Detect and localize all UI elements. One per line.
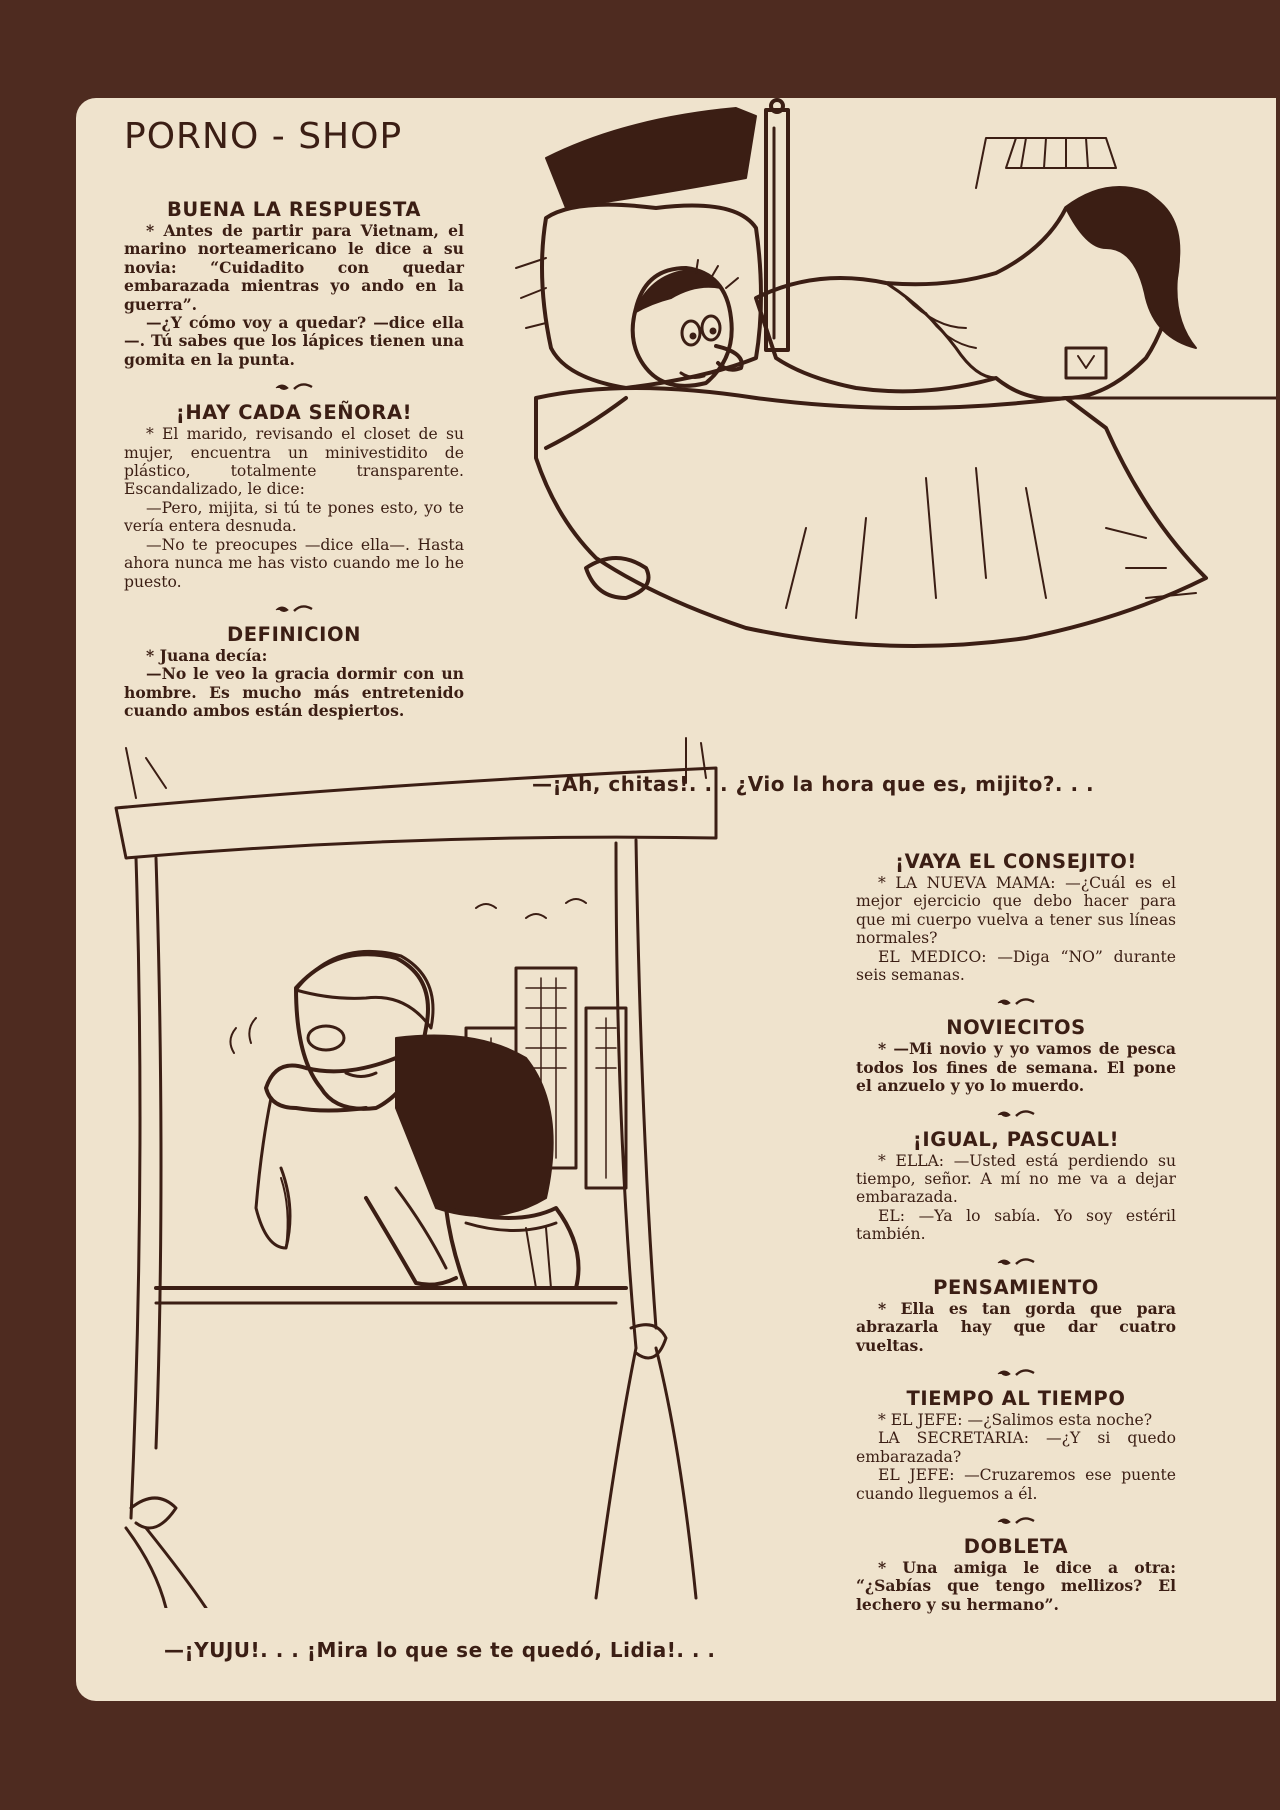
joke-text: * —Mi novio y yo vamos de pesca todos los fines de semana. El pone el anzuelo y yo lo muerdo. bbox=[856, 1039, 1176, 1096]
ornament-icon bbox=[994, 1513, 1038, 1527]
window-cartoon-illustration bbox=[96, 728, 736, 1608]
ornament-icon bbox=[994, 994, 1038, 1008]
joke-heading: DEFINICION bbox=[226, 622, 362, 646]
joke-text: * LA NUEVA MAMA: —¿Cuál es el mejor ejercicio que debo hacer para que mi cuerpo vuelva a tener sus líneas normales? bbox=[856, 874, 1176, 948]
joke-text: —No le veo la gracia dormir con un hombre. Es mucho más entretenido cuando ambos están despiertos. bbox=[124, 664, 464, 721]
jokes-column-right bbox=[856, 850, 1176, 1614]
joke-heading: ¡VAYA EL CONSEJITO! bbox=[895, 850, 1137, 873]
joke-tiempo-al-tiempo bbox=[856, 1387, 1176, 1503]
joke-heading: NOVIECITOS bbox=[946, 1016, 1086, 1040]
joke-heading: ¡IGUAL, PASCUAL! bbox=[912, 1127, 1120, 1151]
magazine-page bbox=[76, 98, 1276, 1701]
joke-text: * ELLA: —Usted está perdiendo su tiempo, señor. A mí no me va a dejar embarazada. bbox=[856, 1151, 1176, 1207]
joke-text: * El marido, revisando el closet de su mujer, encuentra un minivestidito de plástico, totalmente transparente. Escandalizado, le dice: bbox=[124, 425, 464, 499]
joke-heading: ¡HAY CADA SEÑORA! bbox=[175, 401, 413, 425]
joke-text: EL MEDICO: —Diga “NO” durante seis semanas. bbox=[856, 947, 1176, 985]
joke-text: * Ella es tan gorda que para abrazarla hay que dar cuatro vueltas. bbox=[856, 1298, 1176, 1355]
joke-text: * Juana decía: bbox=[146, 645, 268, 665]
joke-heading: BUENA LA RESPUESTA bbox=[166, 198, 422, 221]
joke-text: —Pero, mijita, si tú te pones esto, yo te vería entera desnuda. bbox=[124, 498, 464, 536]
joke-text: EL: —Ya lo sabía. Yo soy estéril también. bbox=[856, 1206, 1176, 1244]
joke-heading: PENSAMIENTO bbox=[933, 1275, 1099, 1299]
joke-text: —No te preocupes —dice ella—. Hasta ahora nunca me has visto cuando me lo he puesto. bbox=[124, 535, 464, 591]
joke-heading: TIEMPO AL TIEMPO bbox=[906, 1386, 1126, 1410]
ornament-icon bbox=[272, 601, 316, 615]
joke-buena-la-respuesta bbox=[124, 198, 464, 369]
joke-vaya-el-consejito bbox=[856, 850, 1176, 984]
cartoon-caption-top: —¡Ah, chitas!. . . ¿Vio la hora que es, mijito?. . . bbox=[532, 772, 1095, 796]
joke-text: * Una amiga le dice a otra: “¿Sabías que tengo mellizos? El lechero y su hermano”. bbox=[856, 1557, 1176, 1614]
joke-text: —¿Y cómo voy a quedar? —dice ella—. Tú sabes que los lápices tienen una gomita en la punta. bbox=[124, 313, 464, 369]
joke-pensamiento bbox=[856, 1276, 1176, 1355]
ornament-icon bbox=[994, 1365, 1038, 1379]
joke-noviecitos bbox=[856, 1016, 1176, 1095]
joke-igual-pascual bbox=[856, 1128, 1176, 1244]
joke-text: LA SECRETARIA: —¿Y si quedo embarazada? bbox=[856, 1429, 1176, 1466]
ornament-icon bbox=[272, 379, 316, 393]
joke-text: * Antes de partir para Vietnam, el marino norteamericano le dice a su novia: “Cuidadito con quedar embarazada mientras yo ando en la guerra”. bbox=[124, 221, 464, 314]
joke-definicion bbox=[124, 623, 464, 721]
joke-text: * EL JEFE: —¿Salimos esta noche? bbox=[878, 1410, 1153, 1429]
page-title: PORNO - SHOP bbox=[124, 116, 403, 157]
cartoon-caption-bottom: —¡YUJU!. . . ¡Mira lo que se te quedó, Lidia!. . . bbox=[164, 1638, 716, 1662]
joke-text: EL JEFE: —Cruzaremos ese puente cuando lleguemos a él. bbox=[856, 1466, 1176, 1503]
bedroom-cartoon-illustration bbox=[506, 98, 1276, 708]
ornament-icon bbox=[994, 1106, 1038, 1120]
joke-hay-cada-senora bbox=[124, 401, 464, 591]
jokes-column-left bbox=[124, 198, 464, 721]
ornament-icon bbox=[994, 1254, 1038, 1268]
joke-dobleta bbox=[856, 1535, 1176, 1614]
joke-heading: DOBLETA bbox=[963, 1534, 1069, 1558]
